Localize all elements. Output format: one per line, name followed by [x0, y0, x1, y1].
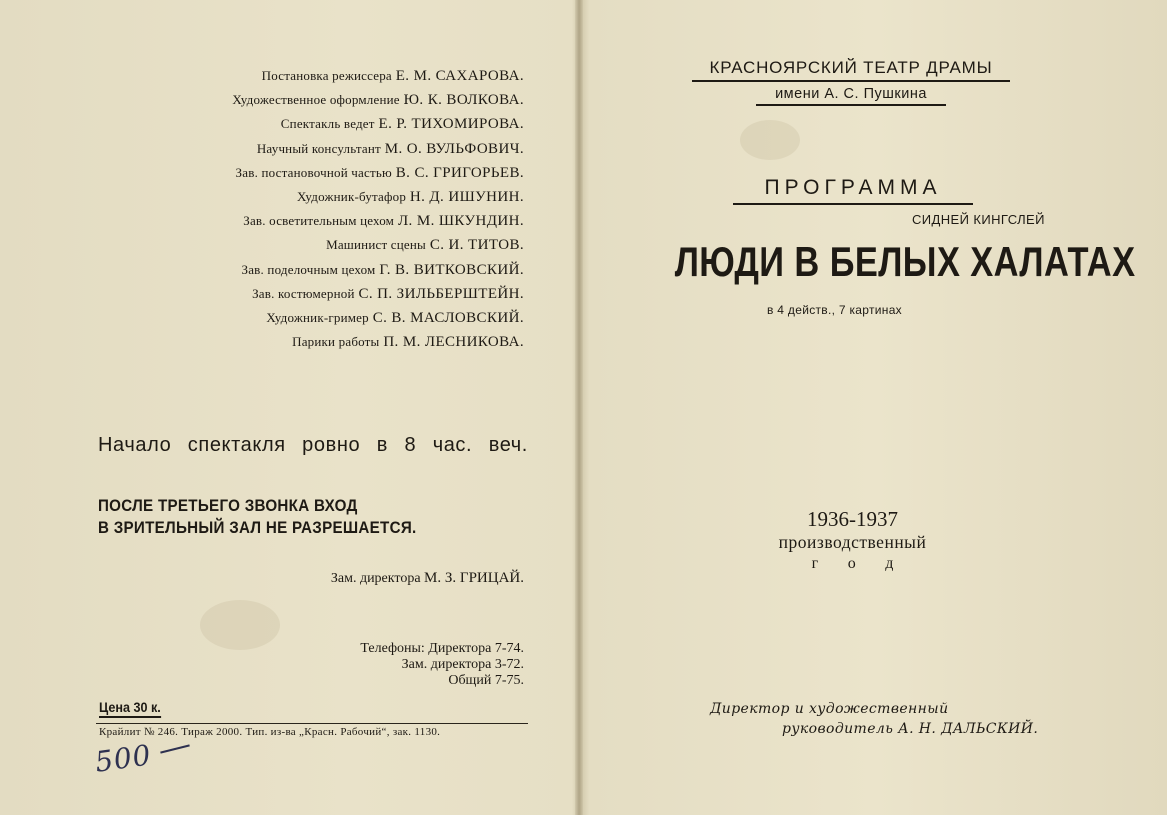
staff-name: Ю. К. ВОЛКОВА.: [403, 92, 524, 109]
start-word: спектакля: [187, 434, 286, 456]
staff-role: Зав. осветительным цехом: [243, 213, 395, 229]
paper-stain: [200, 600, 280, 650]
season-block: [740, 507, 965, 575]
theatre-subtitle: имени А. С. Пушкина: [756, 86, 946, 106]
staff-role: Постановка режиссера: [261, 68, 392, 83]
divider: [96, 723, 528, 724]
staff-line: [232, 306, 524, 330]
staff-line: [232, 233, 524, 257]
director-line: руководитель А. Н. ДАЛЬСКИЙ.: [782, 721, 1039, 737]
phone-line: Общий 7-75.: [448, 673, 524, 688]
start-word: веч.: [488, 434, 528, 456]
staff-line: [232, 185, 524, 209]
staff-role: Художник-гример: [266, 310, 369, 326]
price-label: Цена 30 к.: [99, 699, 161, 718]
start-word: ровно: [302, 434, 361, 456]
staff-line: [232, 64, 524, 88]
director-credit: [710, 699, 1038, 739]
start-word: Начало: [98, 434, 172, 456]
staff-role: Зав. костюмерной: [252, 285, 355, 301]
deputy-director: [331, 570, 524, 587]
staff-line: [232, 209, 524, 233]
staff-role: Спектакль ведет: [280, 116, 375, 132]
staff-line: [232, 137, 524, 161]
phone-line: Телефоны: Директора 7-74.: [360, 641, 524, 656]
start-word: час.: [432, 434, 473, 456]
phone-list: [360, 641, 524, 689]
staff-name: Г. В. ВИТКОВСКИЙ.: [379, 261, 524, 278]
play-title: ЛЮДИ В БЕЛЫХ ХАЛАТАХ: [674, 238, 1136, 285]
late-entry-warning: [98, 495, 417, 539]
warning-line: ПОСЛЕ ТРЕТЬЕГО ЗВОНКА ВХОД: [98, 497, 358, 515]
program-heading: ПРОГРАММА: [733, 176, 973, 205]
staff-line: [232, 258, 524, 282]
acts-info: в 4 действ., 7 картинах: [767, 303, 902, 317]
paper-stain: [740, 120, 800, 160]
staff-role: Художественное оформление: [232, 92, 400, 108]
staff-line: [232, 161, 524, 185]
staff-name: Е. Р. ТИХОМИРОВА.: [378, 116, 524, 133]
staff-role: Научный консультант: [256, 140, 381, 156]
staff-role: Зав. постановочной частью: [235, 164, 392, 180]
deputy-name: М. З. ГРИЦАЙ.: [424, 570, 524, 586]
staff-name: В. С. ГРИГОРЬЕВ.: [395, 164, 524, 181]
start-word: в: [376, 434, 388, 456]
staff-name: М. О. ВУЛЬФОВИЧ.: [384, 140, 524, 157]
staff-line: [232, 88, 524, 112]
staff-name: Е. М. САХАРОВА.: [395, 68, 524, 84]
staff-line: [232, 282, 524, 306]
staff-name: С. И. ТИТОВ.: [429, 237, 524, 254]
staff-name: П. М. ЛЕСНИКОВА.: [383, 334, 524, 351]
start-time-notice: [98, 434, 528, 457]
staff-name: Н. Д. ИШУНИН.: [409, 189, 524, 206]
staff-role: Машинист сцены: [326, 237, 426, 253]
printer-imprint: Крайлит № 246. Тираж 2000. Тип. из-ва „Красн. Рабочий“, зак. 1130.: [99, 726, 441, 738]
season-word: год: [811, 555, 924, 572]
season-kind: производственный: [778, 532, 927, 552]
phone-line: Зам. директора 3-72.: [401, 657, 524, 672]
handwritten-stroke: [160, 744, 190, 753]
director-line: Директор и художественный: [710, 701, 949, 717]
staff-name: С. П. ЗИЛЬБЕРШТЕЙН.: [358, 285, 524, 302]
staff-name: С. В. МАСЛОВСКИЙ.: [372, 310, 524, 327]
staff-name: Л. М. ШКУНДИН.: [397, 213, 524, 230]
theatre-name: КРАСНОЯРСКИЙ ТЕАТР ДРАМЫ: [692, 58, 1010, 82]
staff-role: Парики работы: [292, 334, 380, 350]
staff-line: [232, 330, 524, 354]
start-word: 8: [404, 434, 417, 456]
staff-list: [232, 64, 524, 354]
page-fold: [575, 0, 583, 815]
season-years: 1936-1937: [807, 507, 898, 531]
staff-line: [232, 112, 524, 136]
deputy-role: Зам. директора: [330, 571, 421, 586]
staff-role: Художник-бутафор: [296, 189, 407, 205]
play-author: СИДНЕЙ КИНГСЛЕЙ: [912, 212, 1045, 227]
handwritten-note: 500: [92, 738, 154, 779]
warning-line: В ЗРИТЕЛЬНЫЙ ЗАЛ НЕ РАЗРЕШАЕТСЯ.: [98, 519, 417, 537]
staff-role: Зав. поделочным цехом: [241, 261, 376, 277]
